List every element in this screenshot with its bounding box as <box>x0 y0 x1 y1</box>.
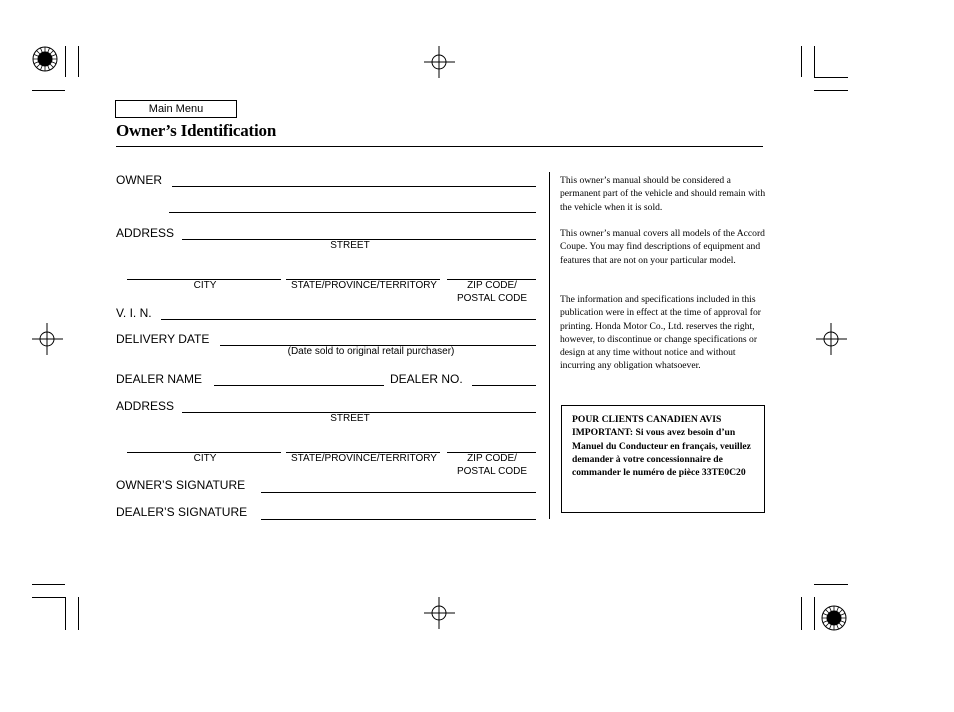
state-caption: STATE/PROVINCE/TERRITORY <box>291 280 437 291</box>
owner-line[interactable] <box>172 186 536 187</box>
dealer-no-line[interactable] <box>472 385 536 386</box>
dealer-postal-caption: POSTAL CODE <box>456 466 527 477</box>
street-caption: STREET <box>330 240 370 251</box>
note-paragraph-1: This owner’s manual should be considered a permanent part of the vehicle and should remain with the vehicle when it is sold. <box>560 175 766 213</box>
dealer-signature-line[interactable] <box>261 519 536 520</box>
city-caption: CITY <box>193 280 217 291</box>
dealer-street-caption: STREET <box>330 413 370 424</box>
starburst-mark-icon <box>30 44 60 74</box>
zip-caption: ZIP CODE/ <box>467 280 517 291</box>
dealer-name-label: DEALER NAME <box>116 372 203 386</box>
postal-caption: POSTAL CODE <box>456 293 527 304</box>
address-label: ADDRESS <box>116 226 175 240</box>
dealer-state-caption: STATE/PROVINCE/TERRITORY <box>291 453 437 464</box>
dealer-address-label: ADDRESS <box>116 399 175 413</box>
main-menu-button[interactable]: Main Menu <box>115 100 237 118</box>
dealer-zip-caption: ZIP CODE/ <box>467 453 517 464</box>
owner-line-2[interactable] <box>169 212 536 213</box>
title-rule <box>116 146 763 147</box>
note-paragraph-2: This owner’s manual covers all models of the Accord Coupe. You may find descriptions of equipment and features that are not on your particular model. <box>560 228 765 266</box>
delivery-date-label: DELIVERY DATE <box>116 332 210 346</box>
dealer-signature-label: DEALER’S SIGNATURE <box>116 505 248 519</box>
column-divider <box>549 172 550 519</box>
delivery-date-caption: (Date sold to original retail purchaser) <box>287 346 455 357</box>
dealer-name-line[interactable] <box>214 385 384 386</box>
canadian-notice-text: POUR CLIENTS CANADIEN AVIS IMPORTANT: Si vous avez besoin d’un Manuel du Conducteur en français, veuillez demander à votre concessionnaire de commander le numéro de pièce 33TE0C20 <box>572 414 751 479</box>
page-title: Owner’s Identification <box>116 121 277 140</box>
note-paragraph-3: The information and specifications included in this publication were in effect at the time of approval for printing. Honda Motor Co., Ltd. reserves the right, however, to discontinue or change specifications or design at any time without notice and without incurring any obligation whatsoever. <box>560 294 761 372</box>
owner-signature-label: OWNER’S SIGNATURE <box>116 478 246 492</box>
starburst-mark-icon <box>819 603 849 633</box>
owner-signature-line[interactable] <box>261 492 536 493</box>
owner-label: OWNER <box>116 173 162 187</box>
vin-label: V. I. N. <box>116 306 152 320</box>
dealer-no-label: DEALER NO. <box>390 372 463 386</box>
vin-line[interactable] <box>161 319 536 320</box>
dealer-city-caption: CITY <box>193 453 217 464</box>
